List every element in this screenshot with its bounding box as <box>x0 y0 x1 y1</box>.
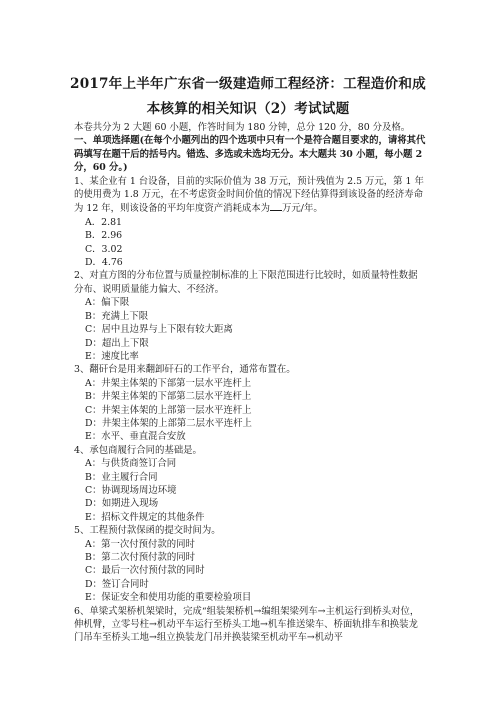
question-4-option: A：与供货商签订合同 <box>85 458 177 470</box>
document-title-line-2: 本核算的相关知识（2）考试试题 <box>146 101 350 117</box>
document-body <box>74 121 426 645</box>
question-2-option: D：超出上下限 <box>85 337 149 349</box>
question-4-option: E：招标文件规定的其他条件 <box>85 511 205 523</box>
question-2-option: E：速度比率 <box>85 350 139 362</box>
question-1-stem <box>74 175 426 216</box>
question-5-option: A：第一次付预付款的同时 <box>85 538 195 550</box>
question-4-option: D：如期进入现场 <box>85 498 159 510</box>
answer-blank <box>270 201 282 211</box>
question-4-option: C：协调现场周边环境 <box>85 484 177 496</box>
question-6-stem: 6、单梁式架桥机架梁时，完成“组装架桥机→编组架梁列车→主机运行到桥头对位，伸机臂，立零号柱→机动平车运行至桥头工地→机车推送梁车、桥面轨排车和换装龙门吊车至桥头工地→组立换装龙门吊并换装梁至机动平车→机动平 <box>74 605 420 644</box>
question-3-stem: 3、翻矸台是用来翻卸矸石的工作平台，通常布置在。 <box>74 364 296 376</box>
question-5-option: D：签订合同时 <box>85 578 149 590</box>
question-5-option: C：最后一次付预付款的同时 <box>85 565 205 577</box>
question-1-stem-text: 1、某企业有 1 台设备，目前的实际价值为 38 万元，预计残值为 2.5 万元，第 1 年的使用费为 1.8 万元，在不考虑资金时间价值的情况下经估算得到该设备的经济寿命为 12 年，则该设备的平均年度资产消耗成本为 <box>74 175 424 215</box>
question-1-option: C．3.02 <box>85 243 123 255</box>
question-2-option: A：偏下限 <box>85 297 130 309</box>
question-2-stem: 2、对直方图的分布位置与质量控制标准的上下限范围进行比较时，如质量特性数据分布、说明质量能力偏大、不经济。 <box>74 270 418 295</box>
question-3-option: C：井架主体架的上部第一层水平连杆上 <box>85 404 252 416</box>
question-4-option: B：业主履行合同 <box>85 471 158 483</box>
question-5-option: E：保证安全和使用功能的重要检验项目 <box>85 592 252 604</box>
question-1-option: B．2.96 <box>85 230 123 242</box>
question-2-option: C：居中且边界与上下限有较大距离 <box>85 324 233 336</box>
question-3-option: D：井架主体架的上部第二层水平连杆上 <box>85 417 252 429</box>
question-4-stem: 4、承包商履行合同的基础是。 <box>74 444 202 456</box>
section-heading: 一、单项选择题(在每个小题列出的四个选项中只有一个是符合题目要求的，请将其代码填写在题干后的括号内。错选、多选或未选均无分。本大题共 30 小题，每小题 2 分，60 分。) <box>74 135 426 174</box>
question-1-stem-unit: 万元/年。 <box>282 203 323 215</box>
question-1-option: A．2.81 <box>85 216 123 228</box>
question-3-option: A：井架主体架的下部第一层水平连杆上 <box>85 377 252 389</box>
intro-text: 本卷共分为 2 大题 60 小题，作答时间为 180 分钟，总分 120 分，80 分及格。 <box>74 122 411 133</box>
question-3-option: B：井架主体架的下部第二层水平连杆上 <box>85 391 252 403</box>
question-5-option: B：第二次付预付款的同时 <box>85 552 196 563</box>
question-2-option: B：充满上下限 <box>85 310 149 322</box>
question-1-option: D．4.76 <box>85 257 123 269</box>
document-title-line-1: 2017年上半年广东省一级建造师工程经济：工程造价和成 <box>70 76 426 92</box>
question-5-stem: 5、工程预付款保函的提交时间为。 <box>74 525 221 537</box>
question-3-option: E：水平、垂直混合安放 <box>85 431 186 443</box>
